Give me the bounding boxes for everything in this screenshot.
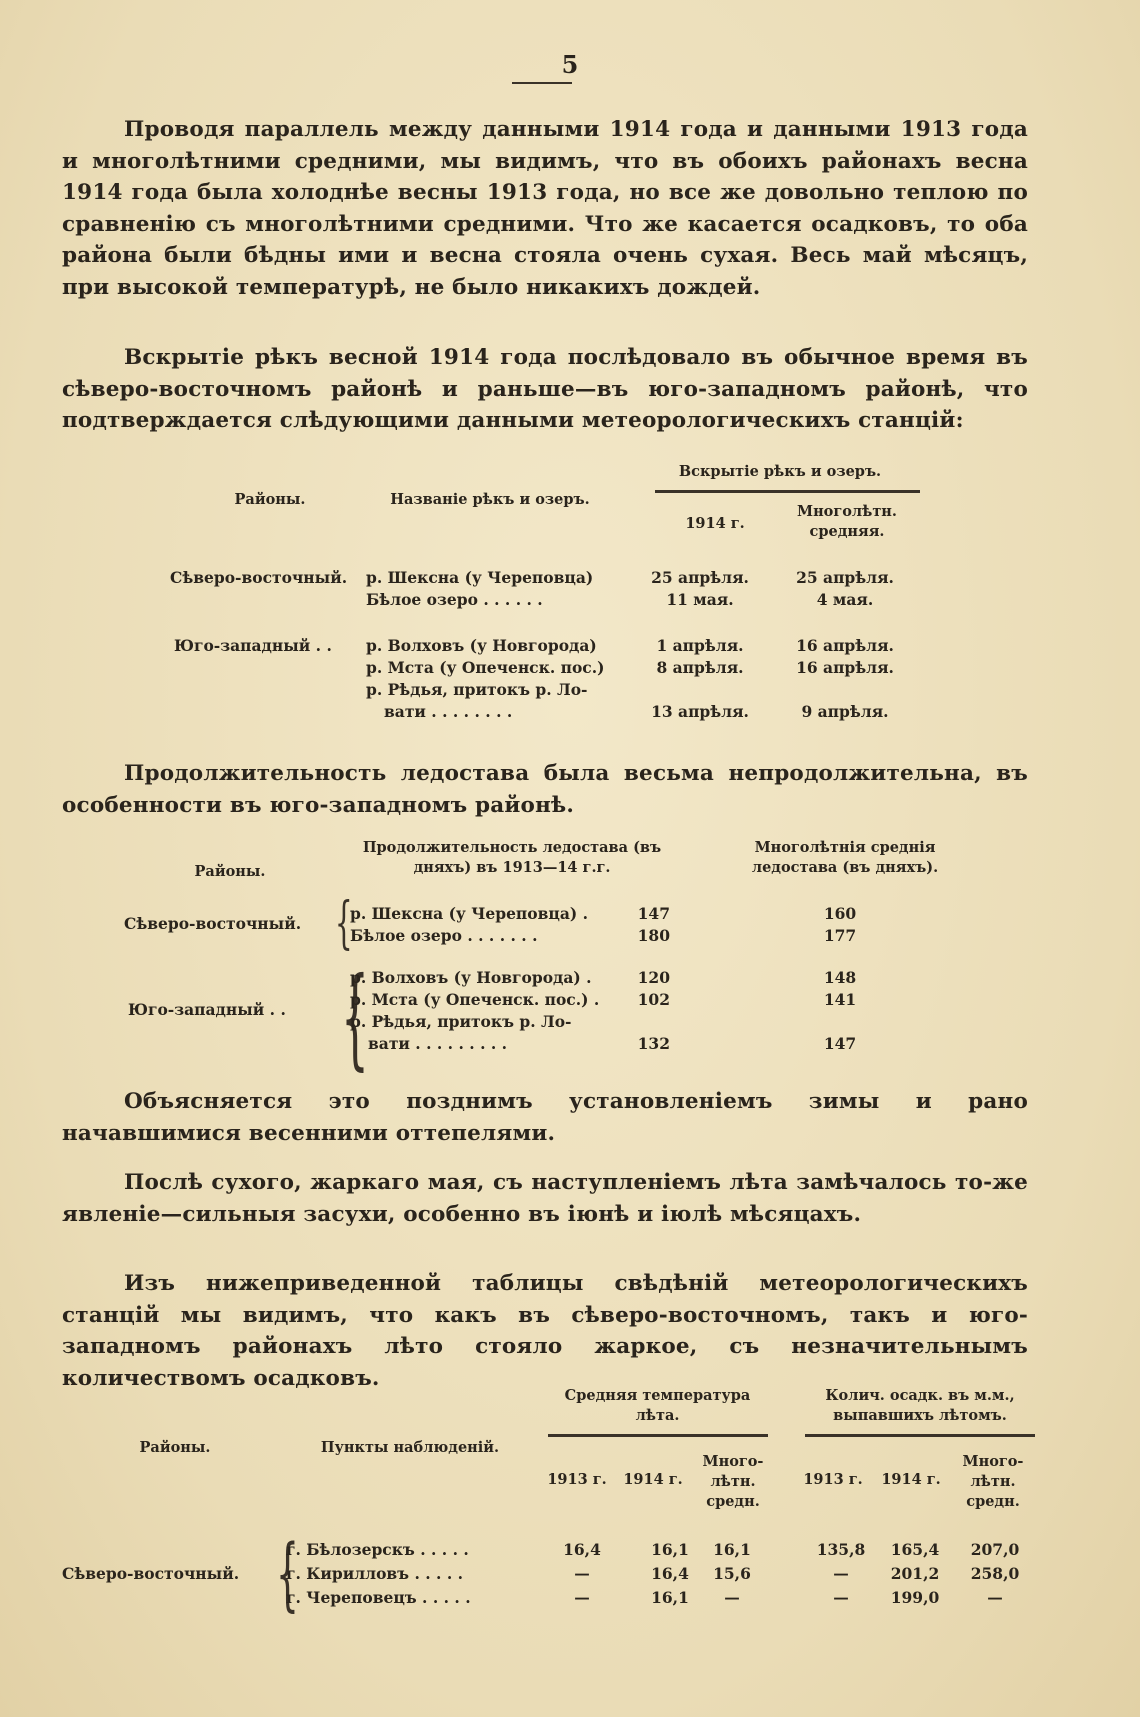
t3-header-points: Пункты наблюденій. — [320, 1439, 500, 1456]
t2-row-name: р. Волховъ (у Новгорода) . — [350, 968, 592, 987]
t2-row-name: р. Шексна (у Череповца) . — [350, 904, 589, 923]
t1-header-1914: 1914 г. — [685, 515, 745, 532]
t1-group-rule — [655, 490, 920, 493]
t3-brace-ne: { — [275, 1527, 299, 1620]
t1-row-name: Бѣлое озеро . . . . . . — [366, 590, 543, 609]
t2-row-dur: 180 — [637, 926, 670, 945]
t1-row-name: р. Мста (у Опеченск. пос.) — [366, 658, 605, 677]
t2-district-sw: Юго-западный . . — [128, 1000, 286, 1019]
t2-district-ne: Сѣверо-восточный. — [124, 914, 302, 933]
t2-row-avg: 148 — [823, 968, 857, 987]
t2-row-name: р. Мста (у Опеченск. пос.) . — [350, 990, 600, 1009]
t1-district-sw: Юго-западный . . — [174, 636, 332, 655]
paragraph-4: Объясняется это позднимъ установленіемъ зимы и рано начавшимися весенними оттепелями. — [62, 1089, 1028, 1146]
t2-row-dur: 147 — [637, 904, 670, 923]
t3-temp-rule — [548, 1434, 768, 1437]
t2-row-avg: 147 — [823, 1034, 857, 1053]
t3-district-ne: Сѣверо-восточный. — [62, 1564, 240, 1583]
t1-row-avg: 4 мая. — [816, 590, 874, 609]
t2-brace-sw: { — [341, 953, 369, 1081]
t1-row-avg: 16 апрѣля. — [796, 636, 894, 655]
t1-district-ne: Сѣверо-восточный. — [170, 568, 348, 587]
t2-row-dur: 132 — [637, 1034, 670, 1053]
paragraph-1: Проводя параллель между данными 1914 года и данными 1913 года и многолѣтними средними, мы видимъ, что въ обоихъ районахъ весна 1914 года была холоднѣе весны 1913 года, но все же довольно теплою по сравненію съ многолѣтними средними. Что же касается осадковъ, то оба района были бѣдны ими и весна стояла очень сухая. Весь май мѣсяцъ, при высокой температурѣ, не было никакихъ дождей. — [62, 117, 1028, 300]
t1-row-1914: 1 апрѣля. — [656, 636, 744, 655]
t3-row-tavg: 16,1 — [713, 1540, 751, 1559]
t2-header-districts: Районы. — [194, 863, 266, 880]
t1-row-1914: 25 апрѣля. — [651, 568, 749, 587]
t3-header-precip-group: Колич. осадк. въ м.м., выпавшихъ лѣтомъ. — [825, 1387, 1015, 1424]
paragraph-2: Вскрытіе рѣкъ весной 1914 года послѣдовало въ обычное время въ сѣверо-восточномъ районѣ и раньше—въ юго-западномъ районѣ, что подтверждается слѣдующими данными метеорологическихъ станцій: — [62, 345, 1028, 433]
t3-row-t1913: — — [574, 1564, 590, 1583]
t1-header-group: Вскрытіе рѣкъ и озеръ. — [678, 463, 882, 480]
paragraph-6: Изъ нижеприведенной таблицы свѣдѣній метеорологическихъ станцій мы видимъ, что какъ въ сѣверо-восточномъ, такъ и юго-западномъ районахъ лѣто стояло жаркое, съ незначительнымъ количествомъ осадковъ. — [62, 1271, 1028, 1391]
t3-header-districts: Районы. — [139, 1439, 211, 1456]
t2-row-name: р. Рѣдья, притокъ р. Ло- — [350, 1012, 572, 1031]
t3-row-name: г. Бѣлозерскъ . . . . . — [286, 1540, 469, 1559]
t3-row-p1913: 135,8 — [816, 1540, 866, 1559]
t3-row-t1914: 16,4 — [651, 1564, 689, 1583]
t3-row-t1914: 16,1 — [651, 1540, 689, 1559]
t2-row-dur: 102 — [637, 990, 670, 1009]
t1-row-1914: 8 апрѣля. — [656, 658, 744, 677]
t3-row-t1913: 16,4 — [563, 1540, 601, 1559]
t1-row-1914: 13 апрѣля. — [651, 702, 749, 721]
t3-row-p1914: 165,4 — [890, 1540, 940, 1559]
t2-row-name: Бѣлое озеро . . . . . . . — [350, 926, 538, 945]
t3-header-temp-group: Средняя температура лѣта. — [564, 1387, 751, 1424]
t1-row-1914: 11 мая. — [666, 590, 734, 609]
t1-row-avg: 25 апрѣля. — [796, 568, 894, 587]
t2-brace-ne: { — [334, 891, 353, 956]
page-number: 5 — [561, 50, 579, 79]
t1-row-avg: 16 апрѣля. — [796, 658, 894, 677]
t1-header-longterm: Многолѣтн. средняя. — [797, 503, 897, 540]
t2-row-avg: 141 — [823, 990, 857, 1009]
t3-row-name: г. Кирилловъ . . . . . — [286, 1564, 464, 1583]
t1-row-name: вати . . . . . . . . — [384, 702, 513, 721]
paragraph-3: Продолжительность ледостава была весьма непродолжительна, въ особенности въ юго-западномъ районѣ. — [62, 761, 1028, 818]
t3-row-p1914: 199,0 — [890, 1588, 940, 1607]
t3-precip-rule — [805, 1434, 1035, 1437]
t3-row-p1913: — — [833, 1564, 849, 1583]
t3-row-tavg: 15,6 — [713, 1564, 751, 1583]
t1-row-avg: 9 апрѣля. — [801, 702, 889, 721]
t3-header-t1913: 1913 г. — [547, 1471, 607, 1488]
t2-header-duration: Продолжительность ледостава (въ дняхъ) въ 1913—14 г.г. — [362, 839, 662, 876]
t3-header-pavg: Много-лѣтн. средн. — [962, 1453, 1024, 1510]
t1-header-districts: Районы. — [234, 491, 306, 508]
t3-row-tavg: — — [724, 1588, 740, 1607]
t3-header-p1913: 1913 г. — [803, 1471, 863, 1488]
t2-row-dur: 120 — [637, 968, 670, 987]
t3-header-t1914: 1914 г. — [623, 1471, 683, 1488]
t2-row-name: вати . . . . . . . . . — [368, 1034, 508, 1053]
t3-header-tavg: Много-лѣтн. средн. — [702, 1453, 764, 1510]
t3-row-t1914: 16,1 — [651, 1588, 689, 1607]
t1-row-name: р. Рѣдья, притокъ р. Ло- — [366, 680, 588, 699]
t3-row-p1913: — — [833, 1588, 849, 1607]
t3-row-p1914: 201,2 — [890, 1564, 940, 1583]
t3-row-pavg: — — [987, 1588, 1003, 1607]
t3-row-pavg: 258,0 — [970, 1564, 1020, 1583]
t1-header-rivers: Названіе рѣкъ и озеръ. — [390, 491, 590, 508]
t2-header-avg: Многолѣтнія среднія ледостава (въ дняхъ). — [751, 839, 939, 876]
page-number-rule — [512, 82, 572, 84]
t2-row-avg: 177 — [823, 926, 857, 945]
t3-row-t1913: — — [574, 1588, 590, 1607]
t1-row-name: р. Шексна (у Череповца) — [366, 568, 594, 587]
t3-row-name: г. Череповецъ . . . . . — [286, 1588, 471, 1607]
t3-header-p1914: 1914 г. — [881, 1471, 941, 1488]
t1-row-name: р. Волховъ (у Новгорода) — [366, 636, 597, 655]
paragraph-5: Послѣ сухого, жаркаго мая, съ наступленіемъ лѣта замѣчалось то-же явленіе—сильныя засухи, особенно въ іюнѣ и іюлѣ мѣсяцахъ. — [62, 1170, 1028, 1227]
t3-row-pavg: 207,0 — [970, 1540, 1020, 1559]
t2-row-avg: 160 — [823, 904, 857, 923]
